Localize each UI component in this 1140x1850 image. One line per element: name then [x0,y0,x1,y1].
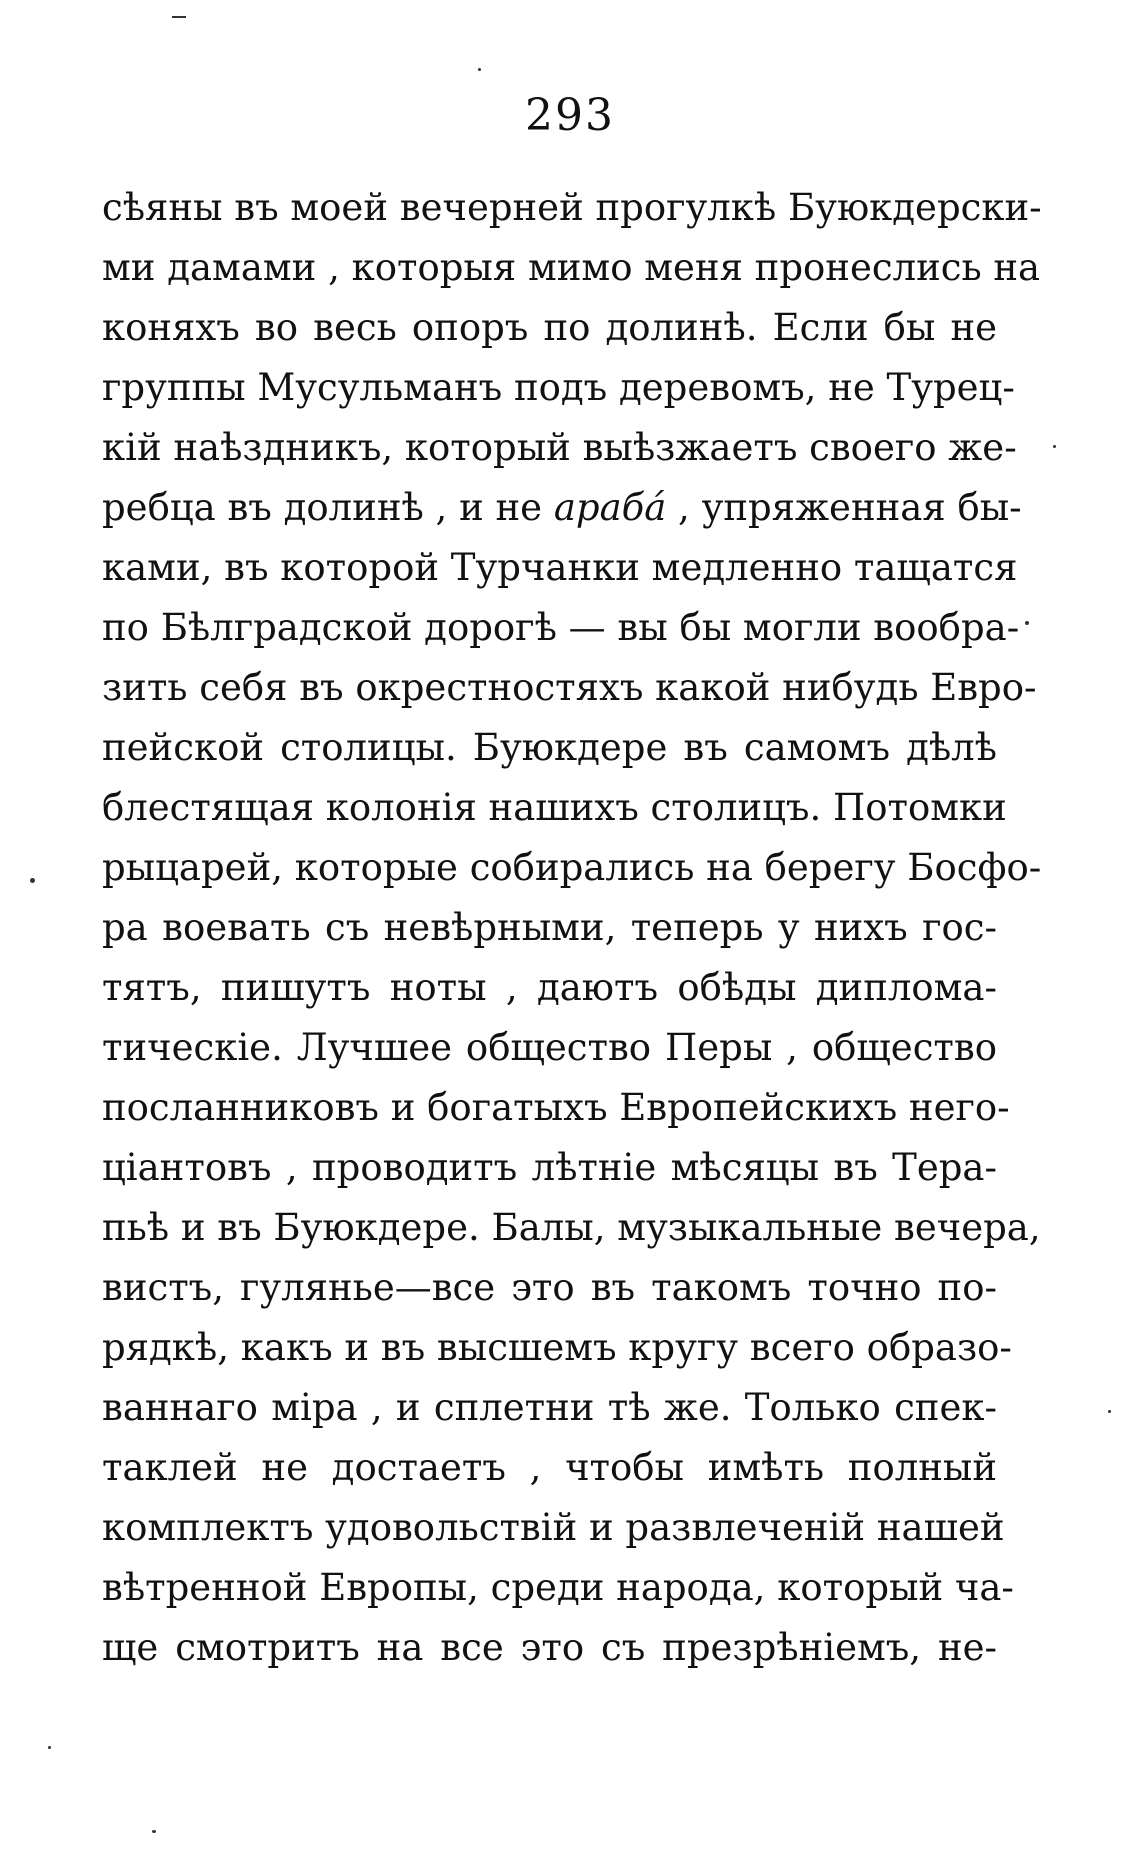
text-line: ками, въ которой Турчанки медленно тащатся [102,546,1018,589]
text-span: , упряженная бы- [666,486,1022,529]
text-line: ра воевать съ невѣрными, теперь у нихъ гос- [102,906,997,949]
text-line: кій наѣздникъ, который выѣзжаетъ своего же- [102,426,1017,469]
text-line: таклей не достаетъ , чтобы имѣть полный [102,1446,997,1489]
top-mark [172,16,186,18]
italic-word: арабá [553,486,667,529]
scan-speck [1108,1410,1111,1413]
scan-speck [30,878,35,883]
text-line: коняхъ во весь опоръ по долинѣ. Если бы не [102,306,997,349]
text-line: ще смотритъ на все это съ презрѣніемъ, не- [102,1626,997,1669]
text-line-with-italic [102,478,1022,538]
text-line: группы Мусульманъ подъ деревомъ, не Турец- [102,366,1015,409]
text-span: ребца въ долинѣ , и не [102,486,554,529]
scan-speck [1025,621,1029,625]
text-line: рыцарей, которые собирались на берегу Босфо- [102,846,1042,889]
page-number: 293 [525,90,615,141]
text-line: пейской столицы. Буюкдере въ самомъ дѣлѣ [102,726,997,769]
text-line: вистъ, гулянье—все это въ такомъ точно по- [102,1266,997,1309]
text-line: зить себя въ окрестностяхъ какой нибудь Евро- [102,666,1037,709]
text-line: блестящая колонія нашихъ столицъ. Потомки [102,786,1007,829]
body-text [102,178,1042,1678]
text-line: рядкѣ, какъ и въ высшемъ кругу всего образо- [102,1326,1012,1369]
text-line: тятъ, пишутъ ноты , даютъ обѣды диплома- [102,966,997,1009]
text-line: вѣтренной Европы, среди народа, который ча- [102,1566,1014,1609]
text-line: посланниковъ и богатыхъ Европейскихъ него- [102,1086,1010,1129]
text-line: комплектъ удовольствій и развлеченій нашей [102,1506,1005,1549]
text-line: ми дамами , которыя мимо меня пронеслись на [102,246,1041,289]
text-line: пьѣ и въ Буюкдере. Балы, музыкальные вечера, [102,1206,1041,1249]
text-line: сѣяны въ моей вечерней прогулкѣ Буюкдерски- [102,186,1042,229]
text-line: ваннаго міра , и сплетни тѣ же. Только спек- [102,1386,997,1429]
text-line: по Бѣлградской дорогѣ — вы бы могли вообра- [102,606,1020,649]
scan-speck [152,1830,156,1833]
text-line: ціантовъ , проводитъ лѣтніе мѣсяцы въ Тера- [102,1146,997,1189]
text-line: тическіе. Лучшее общество Перы , общество [102,1026,997,1069]
scan-speck [48,1746,51,1749]
scan-speck [1053,445,1056,448]
scan-speck [478,68,481,71]
